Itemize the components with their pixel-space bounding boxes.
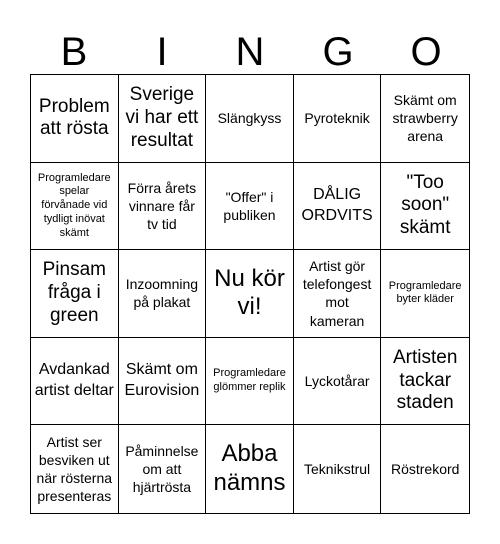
bingo-cell-r4-c3[interactable]: Programledare glömmer replik	[206, 338, 294, 426]
header-letter-b: B	[60, 30, 88, 74]
bingo-cell-r2-c3[interactable]: "Offer" i publiken	[206, 163, 294, 251]
bingo-cell-r3-c5[interactable]: Programledare byter kläder	[381, 250, 469, 338]
bingo-cell-r5-c5[interactable]: Röstrekord	[390, 461, 460, 478]
bingo-cell-r1-c2[interactable]: Sverige vi har ett resultat	[119, 75, 207, 163]
bingo-cell-r1-c4[interactable]: Pyroteknik	[294, 75, 382, 163]
bingo-cell-r3-c1[interactable]: Pinsam fråga i green	[31, 250, 119, 338]
bingo-cell-r5-c3[interactable]: Abba nämns	[206, 425, 294, 513]
bingo-cell-r5-c1[interactable]: Artist ser besviken ut när rösterna presenteras	[31, 425, 119, 513]
header-letter-i: I	[156, 30, 168, 74]
bingo-cell-r4-c2[interactable]: Skämt om Eurovision	[119, 338, 207, 426]
bingo-cell-r3-c4[interactable]: Artist gör telefongest mot kameran	[294, 250, 382, 338]
bingo-cell-r2-c5[interactable]: "Too soon" skämt	[381, 163, 469, 251]
bingo-cell-r3-c3-free[interactable]: Nu kör vi!	[206, 250, 294, 338]
bingo-cell-r2-c2[interactable]: Förra årets vinnare får tv tid	[119, 163, 207, 251]
bingo-cell-r5-c4[interactable]: Teknikstrul	[294, 425, 382, 513]
bingo-cell-r4-c4[interactable]: Lyckotårar	[294, 338, 382, 426]
bingo-cell-r1-c3[interactable]: Slängkyss	[206, 75, 294, 163]
bingo-cell-r1-c1[interactable]: Problem att rösta	[31, 75, 119, 163]
header-letter-g: G	[322, 30, 354, 74]
bingo-cell-r5-c2[interactable]: Påminnelse om att hjärtrösta	[119, 425, 207, 513]
header-letter-n: N	[235, 30, 265, 74]
bingo-cell-r2-c4[interactable]: DÅLIG ORDVITS	[294, 163, 382, 251]
bingo-cell-r1-c5[interactable]: Skämt om strawberry arena	[381, 75, 469, 163]
bingo-cell-r4-c5[interactable]: Artisten tackar staden	[381, 338, 469, 426]
bingo-cell-r2-c1[interactable]: Programledare spelar förvånade vid tydligt inövat skämt	[31, 163, 119, 251]
bingo-header	[30, 30, 470, 74]
bingo-cell-r4-c1[interactable]: Avdankad artist deltar	[31, 338, 119, 426]
header-letter-o: O	[410, 30, 442, 74]
bingo-grid	[30, 74, 470, 514]
bingo-cell-r3-c2[interactable]: Inzoomning på plakat	[119, 250, 207, 338]
